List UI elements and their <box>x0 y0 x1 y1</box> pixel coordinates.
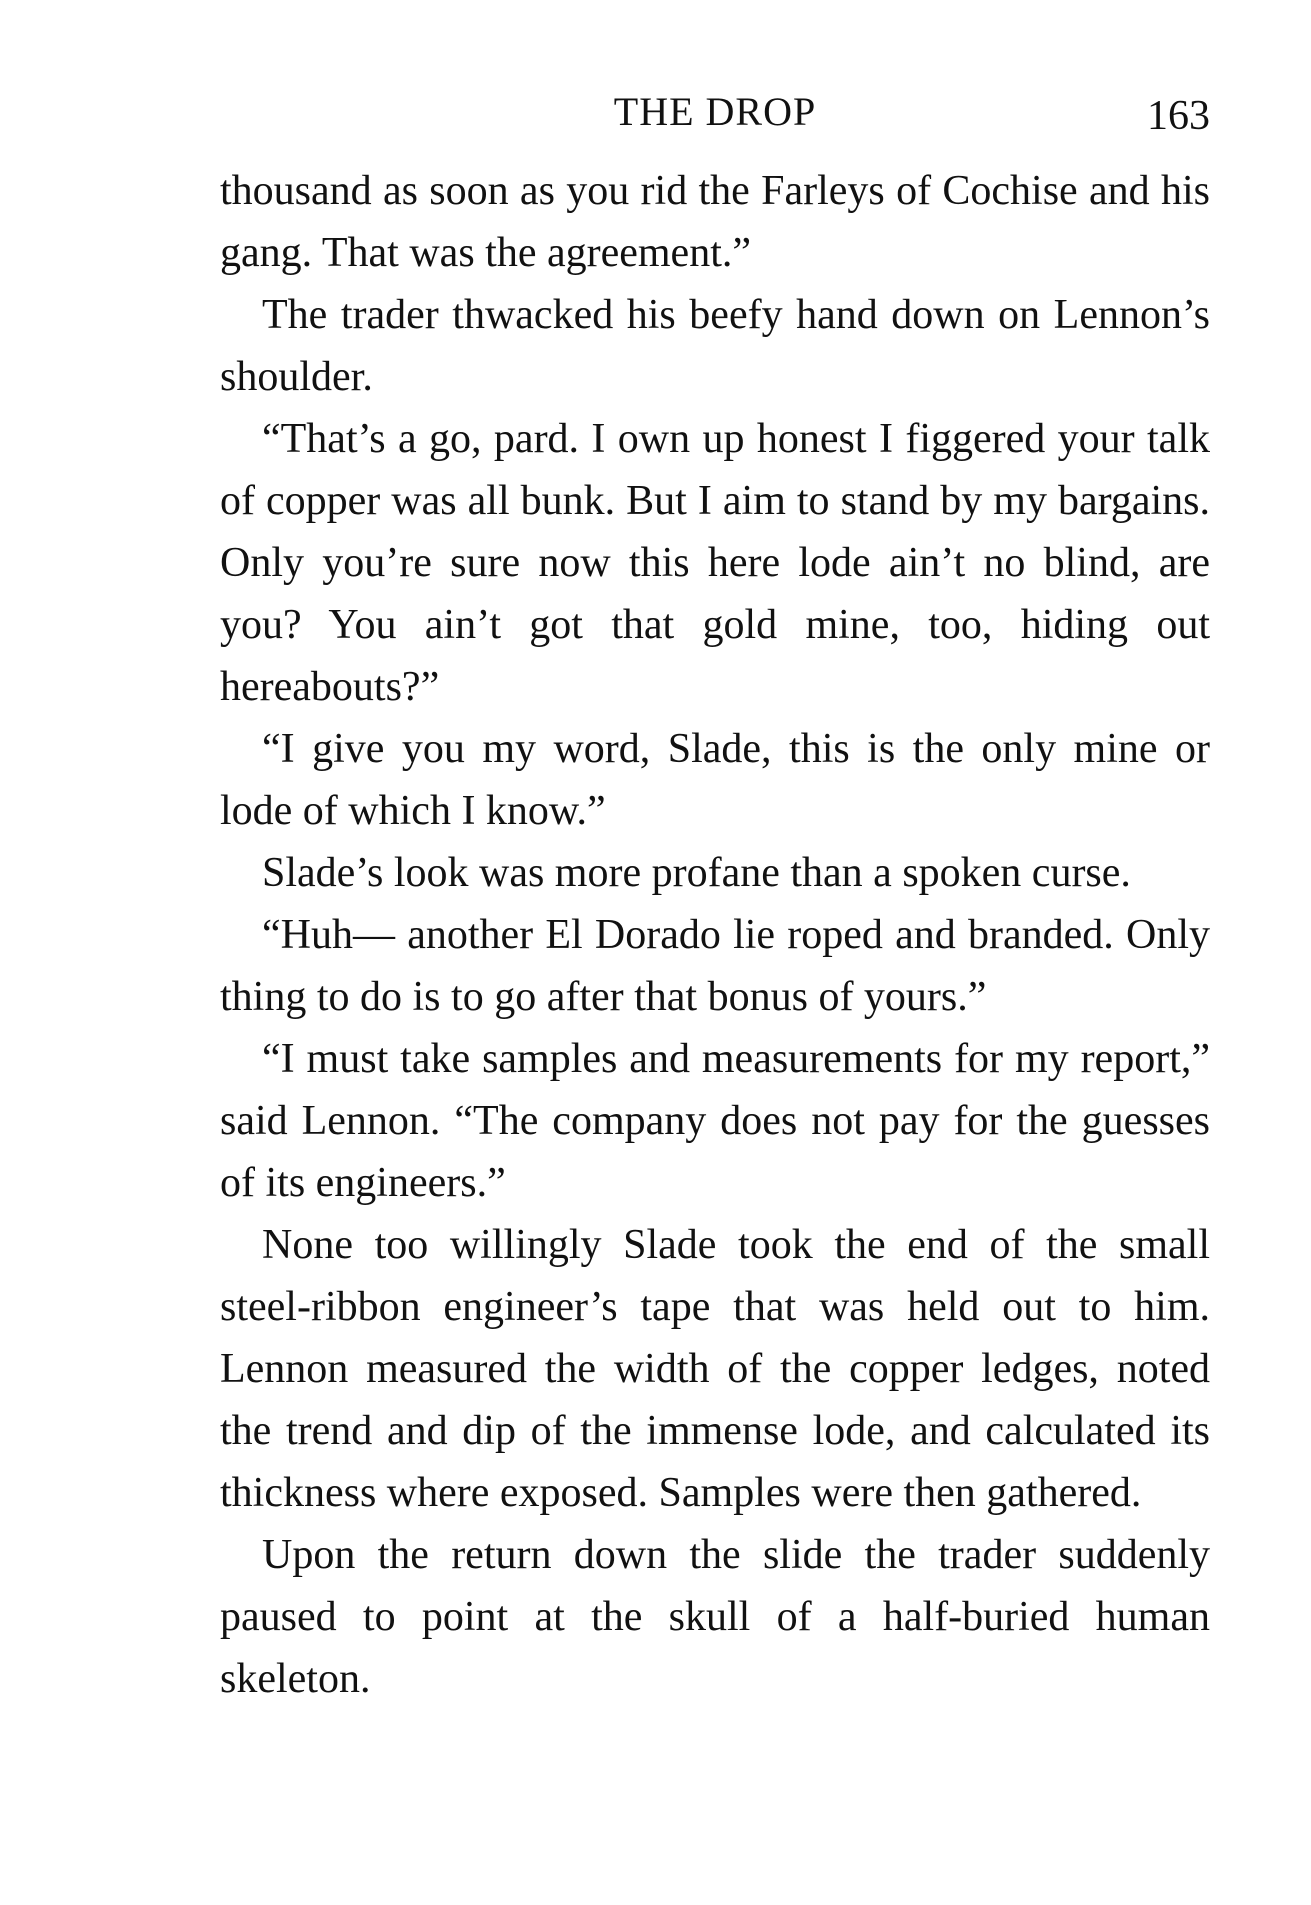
paragraph: Upon the return down the slide the trader suddenly paused to point at the skull of a half-buried human skeleton. <box>220 1532 1210 1702</box>
page-number: 163 <box>1147 93 1210 139</box>
paragraph: “That’s a go, pard. I own up honest I figgered your talk of copper was all bunk. But I aim to stand by my bargains. Only you’re sure now this here lode ain’t no blind, are you? You ain’t got that gold mine, too, hiding out hereabouts?” <box>220 416 1210 710</box>
paragraph: “I must take samples and measurements for my report,” said Lennon. “The company does not pay for the guesses of its engineers.” <box>220 1036 1210 1206</box>
paragraph: “Huh— another El Dorado lie roped and branded. Only thing to do is to go after that bonus of yours.” <box>220 912 1210 1020</box>
paragraph: Slade’s look was more profane than a spoken curse. <box>262 850 1131 896</box>
body-text <box>220 160 1210 1710</box>
paragraph: “I give you my word, Slade, this is the only mine or lode of which I know.” <box>220 726 1210 834</box>
paragraph: The trader thwacked his beefy hand down on Lennon’s shoulder. <box>220 292 1210 400</box>
paragraph: None too willingly Slade took the end of the small steel-ribbon engineer’s tape that was held out to him. Lennon measured the width of the copper ledges, noted the trend and dip of the immense lode, and calculated its thickness where exposed. Samples were then gathered. <box>220 1222 1210 1516</box>
running-head <box>220 82 1210 142</box>
paragraph-continued: thousand as soon as you rid the Farleys of Cochise and his gang. That was the agreement.” <box>220 168 1210 276</box>
running-title: THE DROP <box>613 89 817 134</box>
